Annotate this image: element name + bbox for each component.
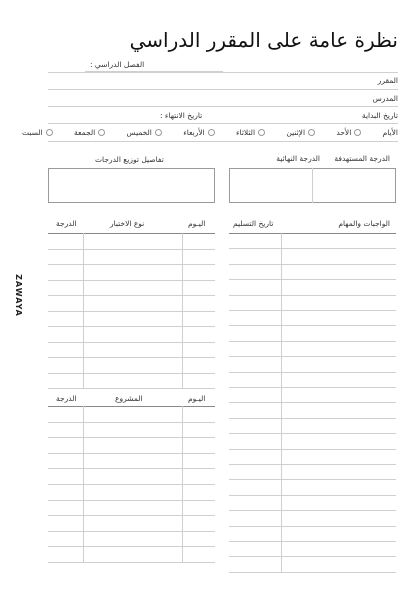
grade-distribution-label: تفاصيل توزيع الدرجات bbox=[95, 155, 164, 164]
radio-icon[interactable] bbox=[98, 129, 105, 136]
assignments-table-row[interactable] bbox=[229, 387, 396, 388]
brand-logo: ZAWAYA bbox=[13, 273, 23, 317]
divider-top bbox=[48, 72, 398, 73]
day-option-saturday[interactable]: السبت bbox=[22, 128, 53, 137]
assignments-table-column-divider bbox=[281, 233, 282, 572]
assignments-table-row[interactable] bbox=[229, 248, 396, 249]
assignments-table-row[interactable] bbox=[229, 279, 396, 280]
assignments-table-row[interactable] bbox=[229, 510, 396, 511]
projects-header-grade: الدرجة bbox=[56, 394, 77, 403]
course-field-line[interactable] bbox=[48, 89, 398, 90]
assignments-table-row[interactable] bbox=[229, 449, 396, 450]
teacher-label: المدرس bbox=[372, 94, 398, 103]
projects-table-row[interactable] bbox=[48, 437, 215, 438]
exams-header-grade: الدرجة bbox=[56, 219, 77, 228]
target-grade-label: الدرجة المستهدفة bbox=[334, 154, 390, 163]
distribution-box[interactable] bbox=[48, 168, 215, 203]
radio-icon[interactable] bbox=[258, 129, 265, 136]
projects-table-row[interactable] bbox=[48, 453, 215, 454]
exams-table-row[interactable] bbox=[48, 373, 215, 374]
projects-table-row[interactable] bbox=[48, 531, 215, 532]
assignments-table-row[interactable] bbox=[229, 402, 396, 403]
end-date-label: تاريخ الانتهاء : bbox=[160, 111, 203, 120]
radio-icon[interactable] bbox=[208, 129, 215, 136]
exams-table-column-divider bbox=[83, 233, 84, 388]
projects-table-row[interactable] bbox=[48, 546, 215, 547]
day-option-thursday[interactable]: الخميس bbox=[127, 128, 162, 137]
start-date-label: تاريخ البداية bbox=[361, 111, 398, 120]
assignments-table-row[interactable] bbox=[229, 325, 396, 326]
radio-icon[interactable] bbox=[308, 129, 315, 136]
assignments-table-row[interactable] bbox=[229, 433, 396, 434]
assignments-table-row[interactable] bbox=[229, 541, 396, 542]
exams-header-type: نوع الاختبار bbox=[110, 219, 145, 228]
assignments-table-row[interactable] bbox=[229, 495, 396, 496]
assignments-table-row[interactable] bbox=[229, 264, 396, 265]
projects-table-column-divider bbox=[83, 406, 84, 562]
days-label: الأيام bbox=[382, 128, 398, 137]
radio-icon[interactable] bbox=[46, 129, 53, 136]
day-option-tuesday[interactable]: الثلاثاء bbox=[236, 128, 265, 137]
semester-label: الفصل الدراسي : bbox=[90, 60, 145, 69]
teacher-field-line[interactable] bbox=[48, 106, 398, 107]
page-title: نظرة عامة على المقرر الدراسي bbox=[129, 28, 398, 52]
assignments-table-row[interactable] bbox=[229, 341, 396, 342]
exams-table-row[interactable] bbox=[48, 326, 215, 327]
day-option-friday[interactable]: الجمعة bbox=[74, 128, 105, 137]
dates-field-line[interactable] bbox=[48, 123, 398, 124]
assignments-table-row[interactable] bbox=[229, 418, 396, 419]
exams-table-row[interactable] bbox=[48, 280, 215, 281]
projects-header-day: اليـوم bbox=[188, 394, 206, 403]
exams-table-row[interactable] bbox=[48, 342, 215, 343]
divider-days bbox=[48, 141, 398, 142]
assignments-table-row[interactable] bbox=[229, 464, 396, 465]
days-row bbox=[22, 128, 398, 137]
day-option-sunday[interactable]: الأحد bbox=[336, 128, 361, 137]
projects-header-project: المشروع bbox=[115, 394, 143, 403]
projects-table-column-divider bbox=[182, 406, 183, 562]
exams-table-column-divider bbox=[182, 233, 183, 388]
projects-table-row[interactable] bbox=[48, 422, 215, 423]
day-option-monday[interactable]: الإثنين bbox=[286, 128, 315, 137]
projects-table-header-rule bbox=[48, 406, 215, 407]
exams-table-row[interactable] bbox=[48, 249, 215, 250]
grades-box-divider bbox=[312, 168, 313, 203]
assignments-table-row[interactable] bbox=[229, 526, 396, 527]
assignments-table-row[interactable] bbox=[229, 556, 396, 557]
projects-table-row[interactable] bbox=[48, 484, 215, 485]
final-grade-label: الدرجة النهائية bbox=[276, 154, 320, 163]
exams-header-day: اليـوم bbox=[188, 219, 206, 228]
exams-table-row[interactable] bbox=[48, 311, 215, 312]
assignments-table-row[interactable] bbox=[229, 356, 396, 357]
assignments-header-due: تاريخ التسليم bbox=[233, 219, 274, 228]
day-option-wednesday[interactable]: الأربعاء bbox=[183, 128, 215, 137]
assignments-table-row[interactable] bbox=[229, 572, 396, 573]
assignments-table-row[interactable] bbox=[229, 295, 396, 296]
course-label: المقرر bbox=[377, 76, 398, 85]
projects-table-row[interactable] bbox=[48, 515, 215, 516]
assignments-table-row[interactable] bbox=[229, 372, 396, 373]
exams-table-header-rule bbox=[48, 233, 215, 234]
assignments-header-task: الواجبات والمهام bbox=[338, 219, 390, 228]
assignments-table-row[interactable] bbox=[229, 310, 396, 311]
projects-table-row[interactable] bbox=[48, 500, 215, 501]
exams-table-row[interactable] bbox=[48, 295, 215, 296]
exams-table-row[interactable] bbox=[48, 357, 215, 358]
radio-icon[interactable] bbox=[354, 129, 361, 136]
exams-table-row[interactable] bbox=[48, 264, 215, 265]
radio-icon[interactable] bbox=[155, 129, 162, 136]
assignments-table-row[interactable] bbox=[229, 479, 396, 480]
exams-table-row[interactable] bbox=[48, 388, 215, 389]
projects-table-row[interactable] bbox=[48, 562, 215, 563]
projects-table-row[interactable] bbox=[48, 468, 215, 469]
assignments-table-header-rule bbox=[229, 233, 396, 234]
